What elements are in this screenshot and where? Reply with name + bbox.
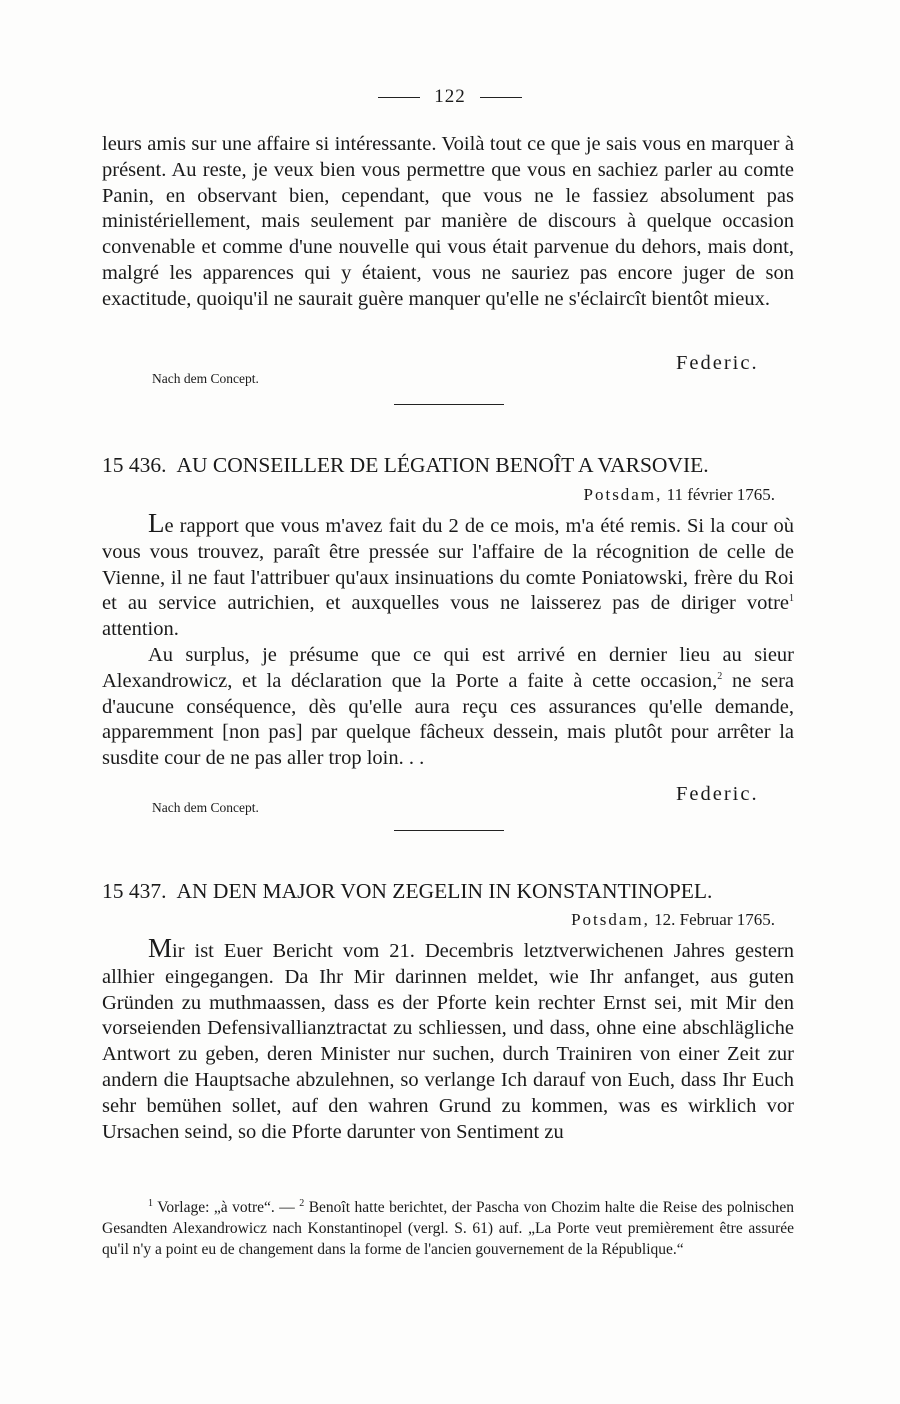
footnotes (102, 1197, 794, 1260)
letter-number: 15 437. (102, 879, 167, 903)
footnote-ref-1: 1 (789, 593, 794, 605)
initial-letter: M (148, 933, 173, 963)
source-note-1: Nach dem Concept. (152, 371, 259, 386)
section-divider-2 (394, 830, 504, 831)
letter-paragraph-1 (102, 508, 794, 643)
paragraph-text: ir ist Euer Bericht vom 21. Decembris letztverwichenen Jahres gestern allhier eingegangen. Da Ihr Mir darinnen meldet, wie Ihr anfanget, aus guten Gründen zu muthmaassen, dass es der Pforte kein rechter Ernst sei, mit Mir den vorseienden Defensivallianztractat zu schliessen, und dass, ohne eine abschlägliche Antwort zu geben, deren Minister nur suchen, durch Trainiren von einer Zeit zur andern die Hauptsache abzulehnen, so verlange Ich darauf von Euch, dass Ihr Euch sehr bemühen sollet, auf den wahren Grund zu kommen, was es wirklich vor Ursachen seind, so die Pforte darunter von Sentiment zu (102, 940, 794, 1143)
dateline-date: 11 février 1765. (666, 485, 775, 504)
header-dash-left (378, 97, 420, 98)
paragraph-text: e rapport que vous m'avez fait du 2 de ce mois, m'a été remis. Si la cour où vous vous trouvez, paraît être pressée sur l'affaire de la récognition de celle de Vienne, il ne faut l'attribuer qu'aux insinuations du comte Poniatowski, frère du Roi et au service autrichien, et auxquelles vous ne laisserez pas de diriger votre (102, 515, 794, 615)
page-header (0, 86, 900, 108)
footnote-ref-2: 2 (717, 670, 723, 682)
letter-title: AN DEN MAJOR VON ZEGELIN IN KONSTANTINOPEL. (176, 879, 713, 903)
footnote-2: Benoît hatte berichtet, der Pascha von Chozim halte die Reise des polnischen Gesandten Alexandrowicz nach Konstantinopel (vergl. S. 61) auf. „La Porte veut premièrement être assurée qu'il n'y a point eu de changement dans la forme de l'ancien gouvernement de la République.“ (102, 1199, 794, 1258)
letter-heading-15436 (102, 453, 802, 478)
letter-body-15437 (102, 933, 794, 1145)
letter-title: AU CONSEILLER DE LÉGATION BENOÎT A VARSOVIE. (176, 453, 709, 477)
dateline-15437 (571, 910, 775, 930)
paragraph-text: Au surplus, je présume que ce qui est arrivé en dernier lieu au sieur Alexandrowicz, et la déclaration que la Porte a faite à cette occasion, (102, 643, 794, 692)
dateline-date: 12. Februar 1765. (654, 910, 775, 929)
initial-letter: L (148, 508, 165, 538)
header-dash-right (480, 97, 522, 98)
letter-paragraph-2 (102, 643, 794, 772)
paragraph-text-end: ne sera d'aucune conséquence, dès qu'elle aura reçu ces assurances qu'elle demande, apparemment [non pas] par quelque fâcheux dessein, mais plutôt pour arrêter la susdite cour de ne pas aller trop loin. . . (102, 669, 794, 770)
section-divider-1 (394, 404, 504, 405)
dateline-15436 (584, 485, 775, 505)
dateline-place: Potsdam, (571, 910, 650, 929)
continuation-text (102, 132, 794, 313)
dateline-place: Potsdam, (583, 485, 663, 504)
footnote-text (102, 1197, 794, 1260)
signature-2: Federic. (676, 783, 759, 805)
footnote-1: Vorlage: „à votre“. — (157, 1199, 295, 1216)
source-note-2: Nach dem Concept. (152, 800, 259, 815)
footnote-mark-1: 1 (148, 1197, 153, 1209)
continuation-paragraph: leurs amis sur une affaire si intéressante. Voilà tout ce que je sais vous en marquer à présent. Au reste, je veux bien vous permettre que vous en sachiez parler au comte Panin, en observant bien, cependant, que vous ne le fassiez absolument pas ministériellement, mais seulement par manière de discours à quelque occasion convenable et comme d'une nouvelle qui vous était parvenue du dehors, mais dont, malgré les apparences qui y étaient, vous ne sauriez pas encore juger de son exactitude, quoiqu'il ne saurait guère manquer qu'elle ne s'éclaircît bientôt mieux. (102, 133, 794, 310)
signature-1: Federic. (676, 352, 759, 374)
letter-paragraph-1 (102, 933, 794, 1145)
footnote-mark-2: 2 (299, 1197, 305, 1209)
letter-heading-15437 (102, 879, 802, 904)
letter-number: 15 436. (102, 453, 167, 477)
paragraph-text-end: attention. (102, 618, 179, 641)
letter-body-15436 (102, 508, 794, 772)
page-number: 122 (434, 86, 466, 107)
